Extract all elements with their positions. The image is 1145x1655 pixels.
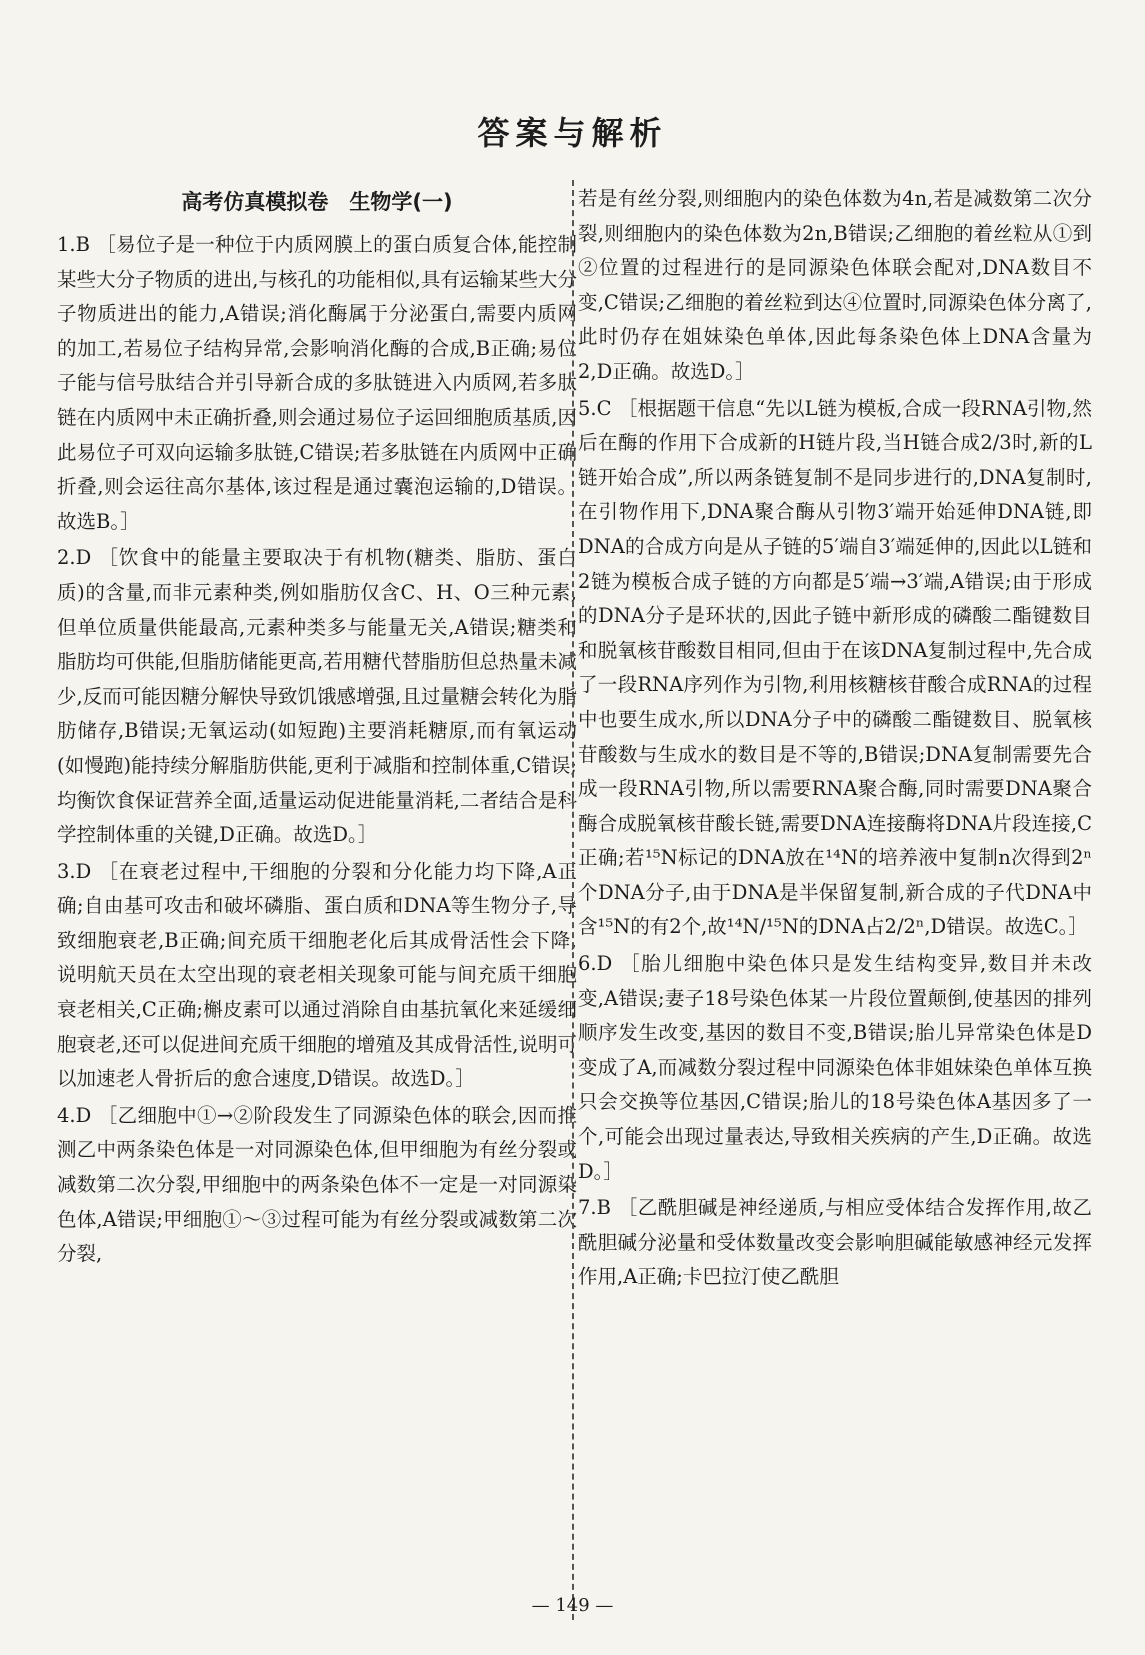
answer-label: 2.D xyxy=(57,546,92,570)
answer-5 xyxy=(578,392,1092,946)
answer-text: ［乙细胞中①→②阶段发生了同源染色体的联会,因而推测乙中两条染色体是一对同源染色体,但甲细胞为有丝分裂或减数第二次分裂,甲细胞中的两条染色体不一定是一对同源染色体,A错误;甲细胞①～③过程可能为有丝分裂或减数第二次分裂, xyxy=(57,1103,577,1266)
answer-6 xyxy=(578,947,1092,1189)
column-divider xyxy=(572,180,574,1620)
answer-text: 若是有丝分裂,则细胞内的染色体数为4n,若是减数第二次分裂,则细胞内的染色体数为2n,B错误;乙细胞的着丝粒从①到②位置的过程进行的是同源染色体联会配对,DNA数目不变,C错误;乙细胞的着丝粒到达④位置时,同源染色体分离了,此时仍存在姐妹染色单体,因此每条染色体上DNA含量为2,D正确。故选D。］ xyxy=(578,187,1092,383)
answer-label: 5.C xyxy=(578,396,612,420)
answer-text: ［乙酰胆碱是神经递质,与相应受体结合发挥作用,故乙酰胆碱分泌量和受体数量改变会影响胆碱能敏感神经元发挥作用,A正确;卡巴拉汀使乙酰胆 xyxy=(578,1196,1092,1289)
answer-4 xyxy=(57,1099,577,1272)
answer-1 xyxy=(57,228,577,539)
answer-4-continued xyxy=(578,182,1092,390)
answer-label: 4.D xyxy=(57,1103,92,1127)
answer-label: 3.D xyxy=(57,859,92,883)
answer-text: ［胎儿细胞中染色体只是发生结构变异,数目并未改变,A错误;妻子18号染色体某一片段位置颠倒,使基因的排列顺序发生改变,基因的数目不变,B错误;胎儿异常染色体是D变成了A,而减数分裂过程中同源染色体非姐妹染色单体互换只会交换等位基因,C错误;胎儿的18号染色体A基因多了一个,可能会出现过量表达,导致相关疾病的产生,D正确。故选D。］ xyxy=(578,952,1093,1183)
answer-text: ［在衰老过程中,干细胞的分裂和分化能力均下降,A正确;自由基可攻击和破坏磷脂、蛋白质和DNA等生物分子,导致细胞衰老,B正确;间充质干细胞老化后其成骨活性会下降,说明航天员在太空出现的衰老相关现象可能与间充质干细胞衰老相关,C正确;槲皮素可以通过消除自由基抗氧化来延缓细胞衰老,还可以促进间充质干细胞的增殖及其成骨活性,说明可以加速老人骨折后的愈合速度,D错误。故选D。］ xyxy=(57,859,577,1091)
answer-label: 6.D xyxy=(578,952,613,976)
answer-label: 7.B xyxy=(578,1196,611,1220)
page-number: — 149 — xyxy=(531,1595,614,1616)
page-title: 答案与解析 xyxy=(477,114,668,152)
answer-text: ［根据题干信息“先以L链为模板,合成一段RNA引物,然后在酶的作用下合成新的H链片段,当H链合成2/3时,新的L链开始合成”,所以两条链复制不是同步进行的,DNA复制时,在引物作用下,DNA聚合酶从引物3′端开始延伸DNA链,即DNA的合成方向是从子链的5′端自3′端延伸的,因此以L链和2链为模板合成子链的方向都是5′端→3′端,A错误;由于形成的DNA分子是环状的,因此子链中新形成的磷酸二酯键数目和脱氧核苷酸数目相同,但由于在该DNA复制过程中,先合成了一段RNA序列作为引物,利用核糖核苷酸合成RNA的过程中也要生成水,所以DNA分子中的磷酸二酯键数目、脱氧核苷酸数与生成水的数目是不等的,B错误;DNA复制需要先合成一段RNA引物,所以需要RNA聚合酶,同时需要DNA聚合酶合成脱氧核苷酸长链,需要DNA连接酶将DNA片段连接,C正确;若¹⁵N标记的DNA放在¹⁴N的培养液中复制n次得到2ⁿ个DNA分子,由于DNA是半保留复制,新合成的子代DNA中含¹⁵N的有2个,故¹⁴N/¹⁵N的DNA占2/2ⁿ,D错误。故选C。］ xyxy=(578,396,1092,939)
answer-text: ［饮食中的能量主要取决于有机物(糖类、脂肪、蛋白质)的含量,而非元素种类,例如脂肪仅含C、H、O三种元素,但单位质量供能最高,元素种类多与能量无关,A错误;糖类和脂肪均可供能,但脂肪储能更高,若用糖代替脂肪但总热量未减少,反而可能因糖分解快导致饥饿感增强,且过量糖会转化为脂肪储存,B错误;无氧运动(如短跑)主要消耗糖原,而有氧运动(如慢跑)能持续分解脂肪供能,更利于减脂和控制体重,C错误;均衡饮食保证营养全面,适量运动促进能量消耗,二者结合是科学控制体重的关键,D正确。故选D。］ xyxy=(57,546,578,847)
answer-text: ［易位子是一种位于内质网膜上的蛋白质复合体,能控制某些大分子物质的进出,与核孔的功能相似,具有运输某些大分子物质进出的能力,A错误;消化酶属于分泌蛋白,需要内质网的加工,若易位子结构异常,会影响消化酶的合成,B正确;易位子能与信号肽结合并引导新合成的多肽链进入内质网,若多肽链在内质网中未正确折叠,则会通过易位子运回细胞质基质,因此易位子可双向运输多肽链,C错误;若多肽链在内质网中正确折叠,则会运往高尔基体,该过程是通过囊泡运输的,D错误。故选B。］ xyxy=(57,233,577,533)
section-heading: 高考仿真模拟卷 生物学(一) xyxy=(181,190,453,214)
answer-3 xyxy=(57,855,577,1097)
answer-2 xyxy=(57,541,577,852)
answer-7 xyxy=(578,1191,1092,1295)
answer-label: 1.B xyxy=(57,233,90,256)
right-column xyxy=(578,182,1092,1297)
left-column xyxy=(57,182,577,1274)
